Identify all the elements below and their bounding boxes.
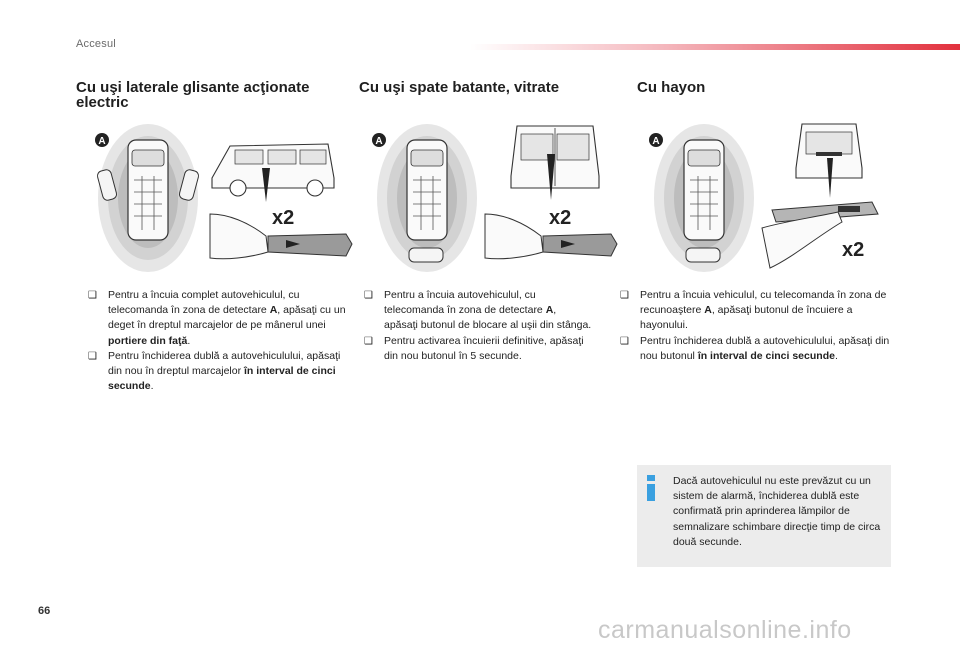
bullet-marker: ❑ (88, 290, 97, 301)
press-twice-label: x2 (549, 207, 572, 229)
list-item: ❑ Pentru a încuia vehiculul, cu telecomanda în zona de recunoaştere A, apăsaţi butonul de încuiere a hayonului. (620, 289, 887, 332)
van-top-view (407, 140, 447, 240)
header-accent-bar (470, 44, 960, 50)
info-note (637, 465, 891, 567)
list-item: ❑ Pentru a încuia complet autovehiculul, cu telecomanda în zona de detectare A, apăsaţi cu un deget în dreptul marcajelor de pe mânerul unei portiere din faţă. (88, 289, 346, 347)
section-title-rear-doors: Cu uşi spate batante, vitrate (359, 79, 560, 96)
page-number: 66 (38, 605, 51, 617)
rear-doors-illustration (365, 118, 635, 276)
list-item: ❑ Pentru închiderea dublă a autovehiculului, apăsaţi din nou în dreptul marcajelor în interval de cinci secunde. (88, 349, 341, 393)
tailgate-illustration (642, 118, 912, 276)
press-twice-label: x2 (272, 207, 295, 229)
instructions-tailgate (618, 288, 890, 364)
bullet-marker: ❑ (620, 335, 629, 347)
info-icon (645, 475, 657, 501)
van-top-view (684, 140, 724, 240)
sliding-doors-illustration (90, 118, 360, 276)
zone-a-label: A (98, 136, 106, 147)
zone-a-label: A (652, 136, 660, 147)
section-title-sliding-doors: Cu uşi laterale glisante acţionate electric (76, 79, 310, 111)
key-fob-icon (409, 248, 443, 262)
section-title-tailgate: Cu hayon (637, 79, 706, 96)
instructions-rear-doors (362, 288, 592, 364)
list-item: ❑ Pentru a încuia autovehiculul, cu telecomanda în zona de detectare A, apăsaţi butonul de blocare al uşii din stânga. (364, 289, 592, 332)
chapter-title: Accesul (76, 38, 116, 50)
bullet-marker: ❑ (364, 335, 373, 347)
van-rear-view (511, 126, 599, 188)
zone-a-label: A (375, 136, 383, 147)
bullet-marker: ❑ (620, 290, 629, 301)
van-top-view (128, 140, 168, 240)
watermark: carmanualsonline.info (598, 616, 852, 644)
list-item: ❑ Pentru închiderea dublă a autovehiculului, apăsaţi din nou butonul în interval de cinci secunde. (620, 334, 890, 362)
info-note-text: Dacă autovehiculul nu este prevăzut cu un sistem de alarmă, închiderea dublă este confirmată prin aprinderea lămpilor de semnalizare schimbare direcţie timp de circa două secunde. (673, 475, 881, 548)
instructions-sliding-doors (86, 288, 351, 394)
bullet-marker: ❑ (88, 350, 97, 362)
van-side-view (212, 144, 334, 196)
list-item: ❑ Pentru activarea încuierii definitive, apăsaţi din nou butonul în 5 secunde. (364, 334, 584, 362)
key-fob-icon (686, 248, 720, 262)
bullet-marker: ❑ (364, 290, 373, 301)
press-twice-label: x2 (842, 239, 865, 261)
